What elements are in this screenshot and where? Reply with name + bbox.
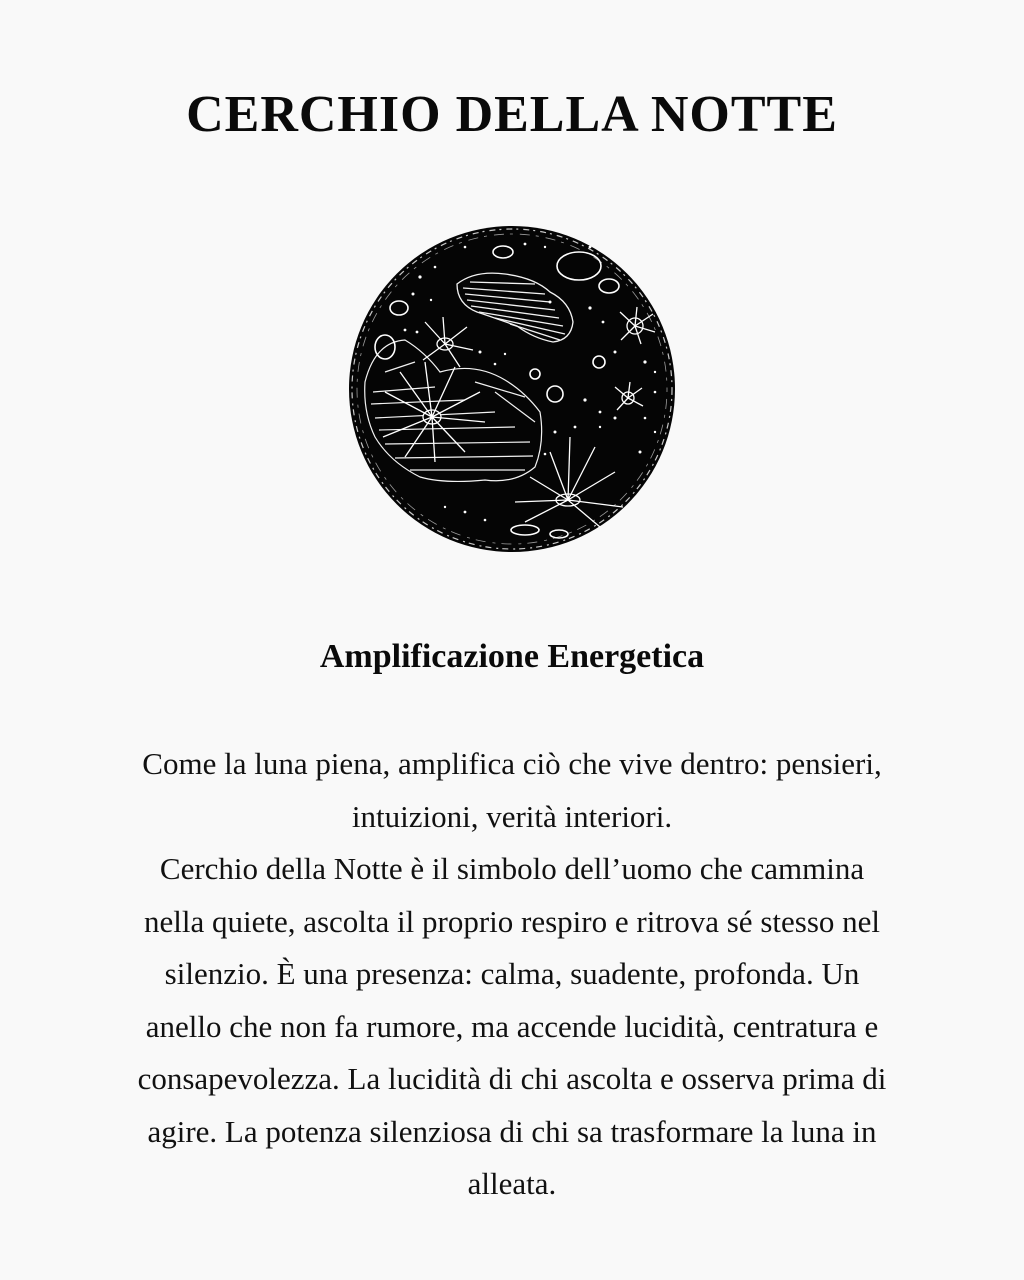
description-line: Come la luna piena, amplifica ciò che vive dentro: pensieri,	[142, 746, 882, 781]
description-line: nella quiete, ascolta il proprio respiro e ritrova sé stesso nel	[143, 903, 881, 939]
description-line: agire. La potenza silenziosa di chi sa trasformare la luna in	[147, 1113, 877, 1149]
moon-illustration	[345, 222, 679, 556]
description-line: alleata.	[467, 1166, 557, 1201]
section-heading: Amplificazione Energetica	[319, 638, 705, 675]
description-line: Cerchio della Notte è il simbolo dell’uomo che cammina	[159, 851, 865, 886]
description-paragraph	[62, 738, 962, 1211]
description-line: anello che non fa rumore, ma accende lucidità, centratura e	[145, 1008, 879, 1044]
full-moon-icon	[345, 222, 679, 556]
page-title: CERCHIO DELLA NOTTE	[186, 86, 838, 143]
description-line: intuizioni, verità interiori.	[351, 798, 673, 834]
description-line: consapevolezza. La lucidità di chi ascolta e osserva prima di	[137, 1061, 887, 1096]
description-line: silenzio. È una presenza: calma, suadente, profonda. Un	[164, 956, 860, 991]
